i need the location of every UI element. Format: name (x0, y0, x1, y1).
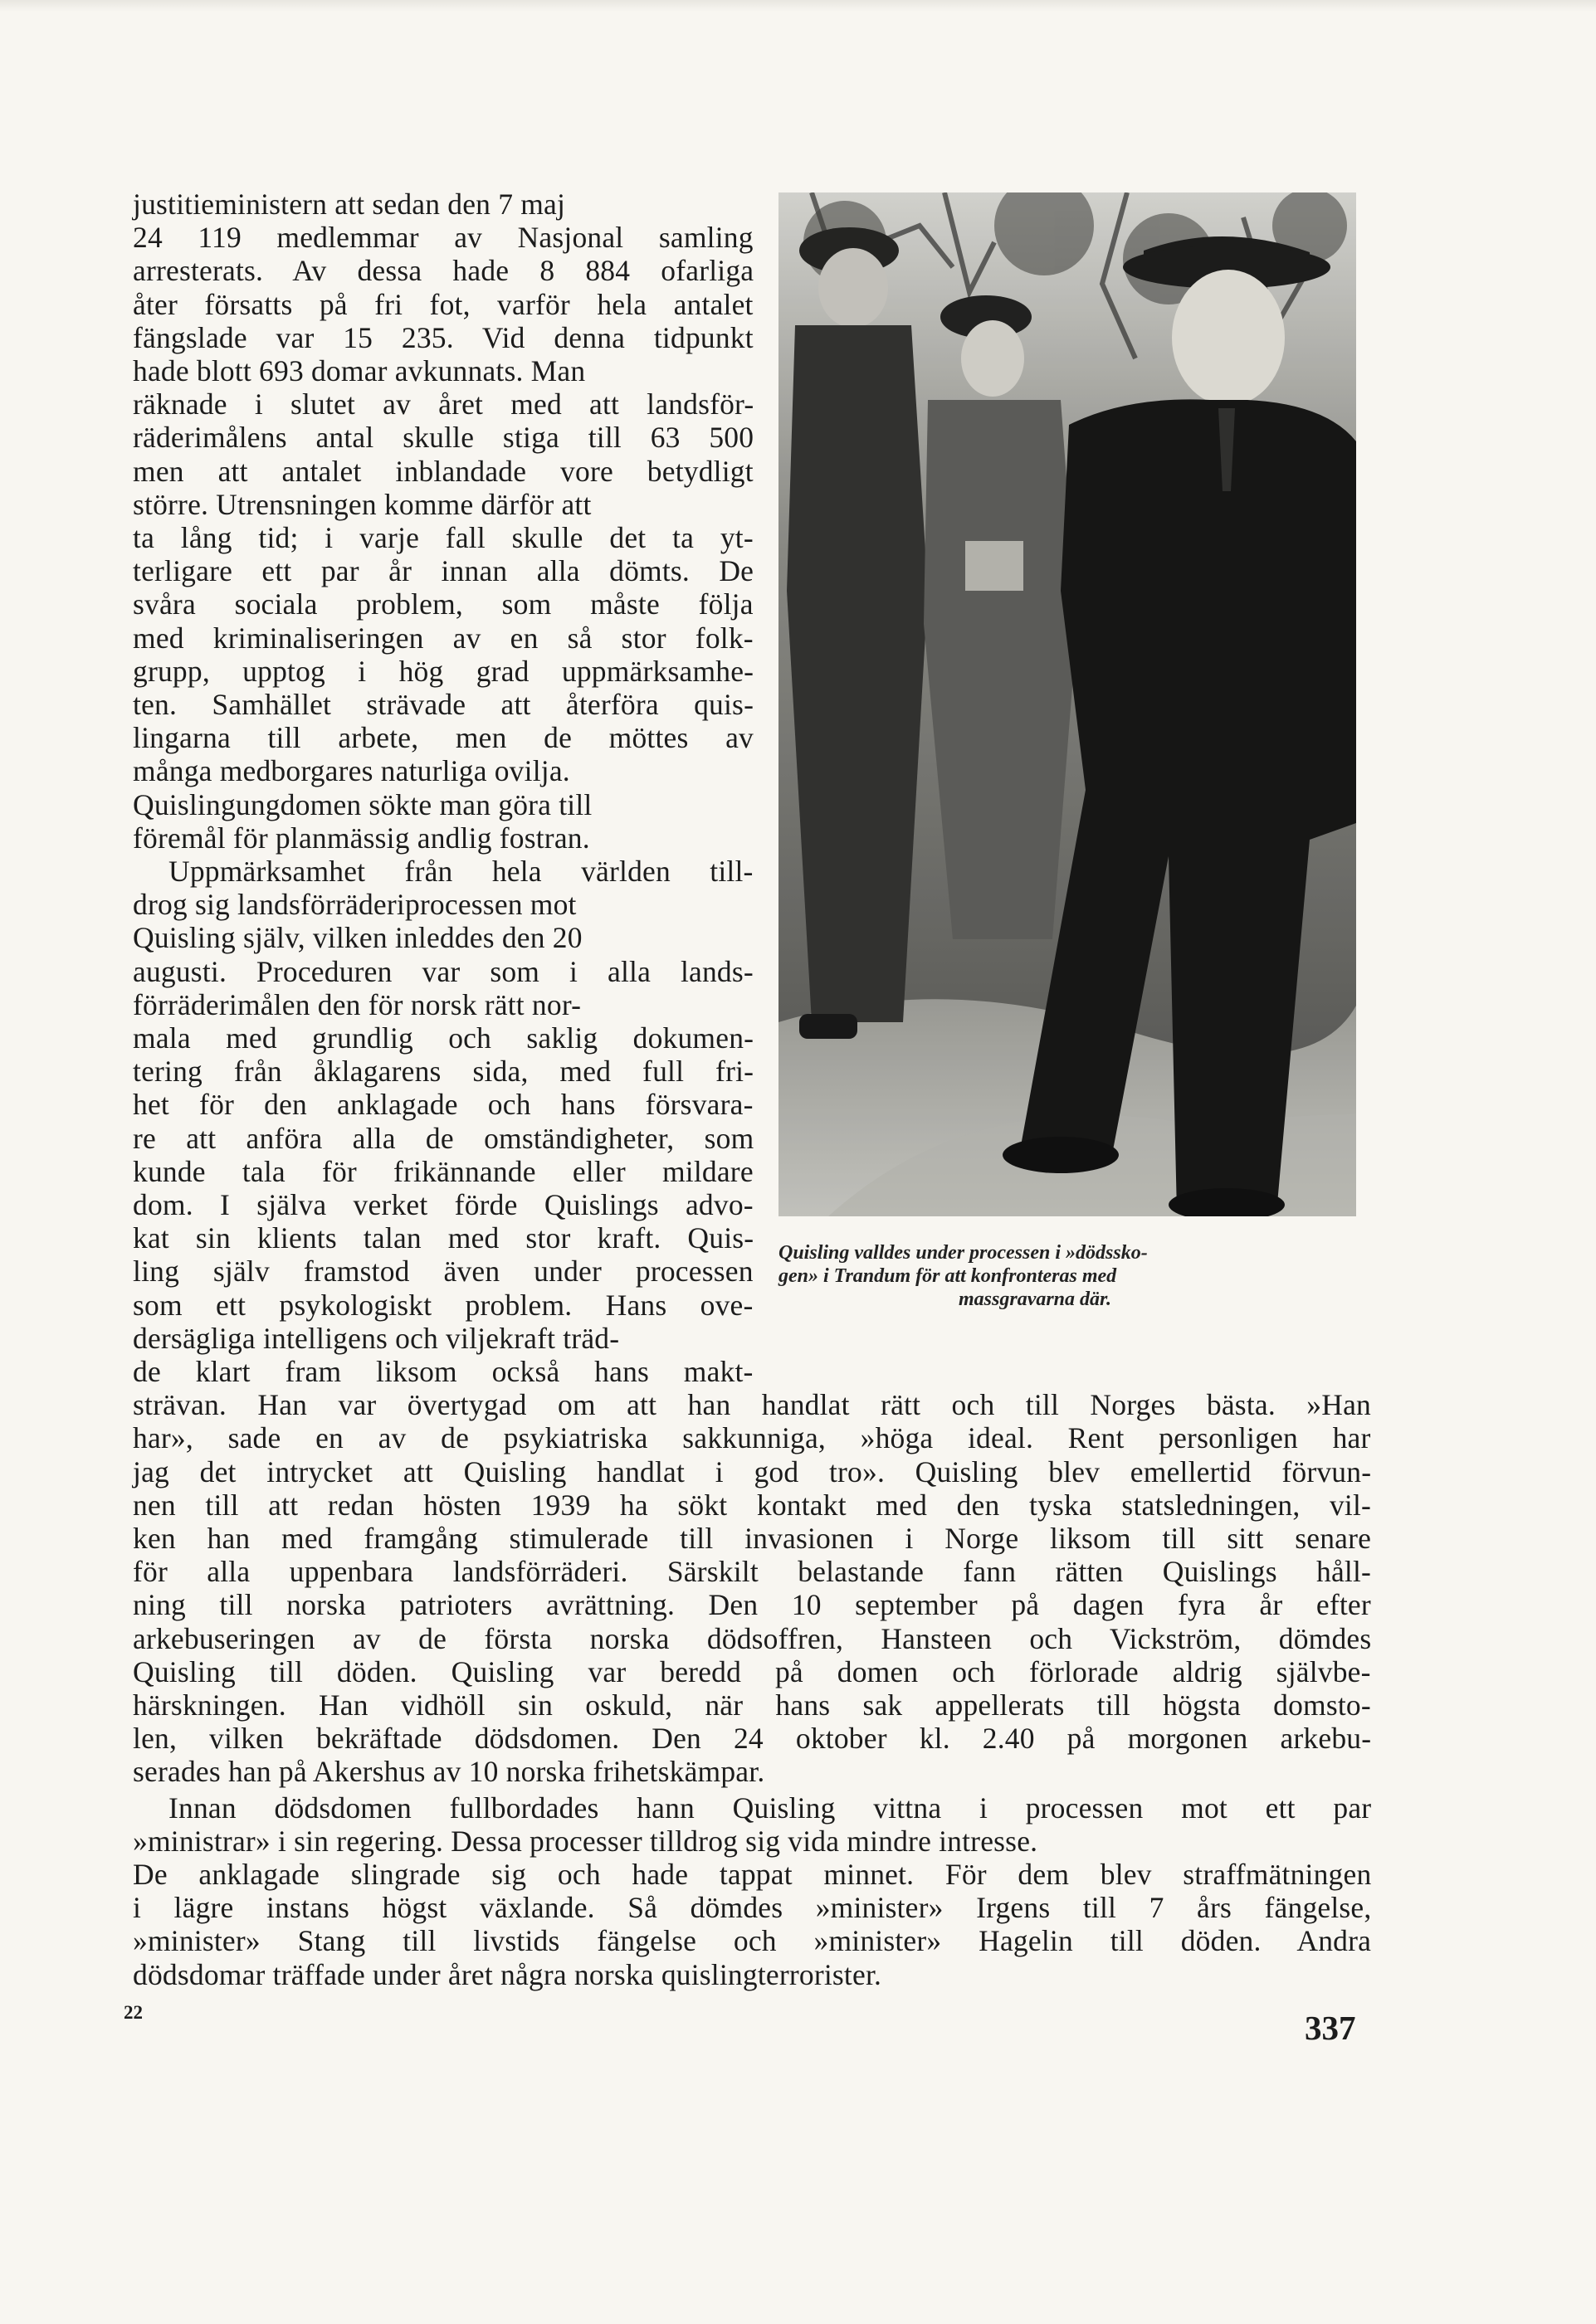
text-line: men att antalet inblandade vore betydligt (133, 454, 754, 488)
text-line: drog sig landsförräderiprocessen mot (133, 888, 577, 922)
text-line: ken han med framgång stimulerade till invasionen i Norge liksom till sitt senare (133, 1522, 1372, 1555)
caption-line: Quisling valldes under processen i »dödssko- (778, 1242, 1148, 1264)
text-line: Quislingungdomen sökte man göra till (133, 787, 593, 821)
text-line: Quisling till döden. Quisling var beredd på domen och förlorade aldrig självbe- (133, 1654, 1371, 1688)
text-line: i lägre instans högst växlande. Så dömdes »minister» Irgens till 7 års fängelse, (133, 1891, 1372, 1925)
text-line: De anklagade slingrade sig och hade tappat minnet. För dem blev straffmätningen (133, 1858, 1372, 1891)
text-line: ten. Samhället strävade att återföra quis- (133, 688, 754, 721)
text-line: som ett psykologiskt problem. Hans ove- (133, 1288, 754, 1322)
text-line: augusti. Proceduren var som i alla lands- (133, 954, 754, 988)
text-line: många medborgares naturliga ovilja. (133, 754, 570, 788)
text-line: jag det intrycket att Quisling handlat i god tro». Quisling blev emellertid förvun- (133, 1454, 1372, 1488)
text-line: dersägliga intelligens och viljekraft träd- (133, 1321, 620, 1355)
text-line: 24 119 medlemmar av Nasjonal samling (133, 221, 754, 255)
text-line: räknade i slutet av året med att landsför- (133, 387, 754, 421)
text-line: dom. I själva verket förde Quislings advo- (133, 1188, 754, 1221)
text-line: Uppmärksamhet från hela världen till- (168, 855, 754, 888)
text-line: serades han på Akershus av 10 norska frihetskämpar. (133, 1755, 765, 1789)
text-line: förräderimålen den för norsk rätt nor- (133, 987, 582, 1021)
text-line: föremål för planmässig andlig fostran. (133, 821, 590, 855)
caption-line: gen» i Trandum för att konfronteras med (778, 1265, 1117, 1287)
text-line: ning till norska patrioters avrättning. Den 10 september på dagen fyra år efter (133, 1588, 1371, 1622)
text-line: nen till att redan hösten 1939 ha sökt kontakt med den tyska statsledningen, vil- (133, 1488, 1372, 1522)
photo-illustration (778, 192, 1356, 1216)
text-line: arkebuseringen av de första norska dödsoffren, Hansteen och Vickström, dömdes (133, 1621, 1372, 1655)
text-line: fängslade var 15 235. Vid denna tidpunkt (133, 320, 754, 354)
text-line: Innan dödsdomen fullbordades hann Quisling vittna i processen mot ett par (168, 1791, 1372, 1825)
text-line: härskningen. Han vidhöll sin oskuld, när hans sak appellerats till högsta domsto- (133, 1688, 1371, 1722)
text-line: tering från åklagarens sida, med full fri- (133, 1055, 754, 1089)
text-line: »minister» Stang till livstids fängelse och »minister» Hagelin till döden. Andra (133, 1924, 1372, 1958)
text-line: »ministrar» i sin regering. Dessa processer tilldrog sig vida mindre intresse. (133, 1824, 1038, 1858)
text-line: för alla uppenbara landsförräderi. Särskilt belastande fann rätten Quislings håll- (133, 1555, 1372, 1589)
quisling-photo (778, 192, 1356, 1216)
text-line: kunde tala för frikännande eller mildare (133, 1154, 754, 1188)
text-line: re att anföra alla de omständigheter, som (133, 1121, 754, 1155)
text-line: åter försatts på fri fot, varför hela antalet (133, 287, 754, 321)
text-line: ta lång tid; i varje fall skulle det ta yt- (133, 521, 754, 554)
text-line: räderimålens antal skulle stiga till 63 500 (133, 421, 754, 455)
text-line: lingarna till arbete, men de möttes av (133, 721, 754, 755)
text-line: ling själv framstod även under processen (133, 1255, 754, 1289)
scan-edge (0, 0, 1596, 12)
text-line: arresterats. Av dessa hade 8 884 ofarliga (133, 254, 754, 288)
page-number: 337 (1305, 2009, 1356, 2047)
text-line: strävan. Han var övertygad om att han handlat rätt och till Norges bästa. »Han (133, 1388, 1371, 1422)
text-line: len, vilken bekräftade dödsdomen. Den 24 oktober kl. 2.40 på morgonen arkebu- (133, 1722, 1372, 1756)
text-line: kat sin klients talan med stor kraft. Quis- (133, 1221, 754, 1255)
text-line: större. Utrensningen komme därför att (133, 487, 592, 521)
signature-mark: 22 (124, 2002, 143, 2023)
text-line: terligare ett par år innan alla dömts. De (133, 554, 754, 588)
text-line: justitieministern att sedan den 7 maj (133, 188, 566, 221)
text-line: de klart fram liksom också hans makt- (133, 1355, 754, 1388)
text-line: svåra sociala problem, som måste följa (133, 587, 754, 621)
text-line: Quisling själv, vilken inleddes den 20 (133, 921, 583, 955)
caption-line: massgravarna där. (959, 1289, 1112, 1310)
text-line: het för den anklagade och hans försvara- (133, 1088, 754, 1122)
text-line: har», sade en av de psykiatriska sakkunniga, »höga ideal. Rent personligen har (133, 1421, 1371, 1455)
text-line: dödsdomar träffade under året några norska quislingterrorister. (133, 1957, 882, 1991)
text-line: mala med grundlig och saklig dokumen- (133, 1021, 754, 1055)
text-line: hade blott 693 domar avkunnats. Man (133, 354, 586, 387)
text-line: med kriminaliseringen av en så stor folk- (133, 621, 754, 655)
text-line: grupp, upptog i hög grad uppmärksamhe- (133, 654, 754, 688)
